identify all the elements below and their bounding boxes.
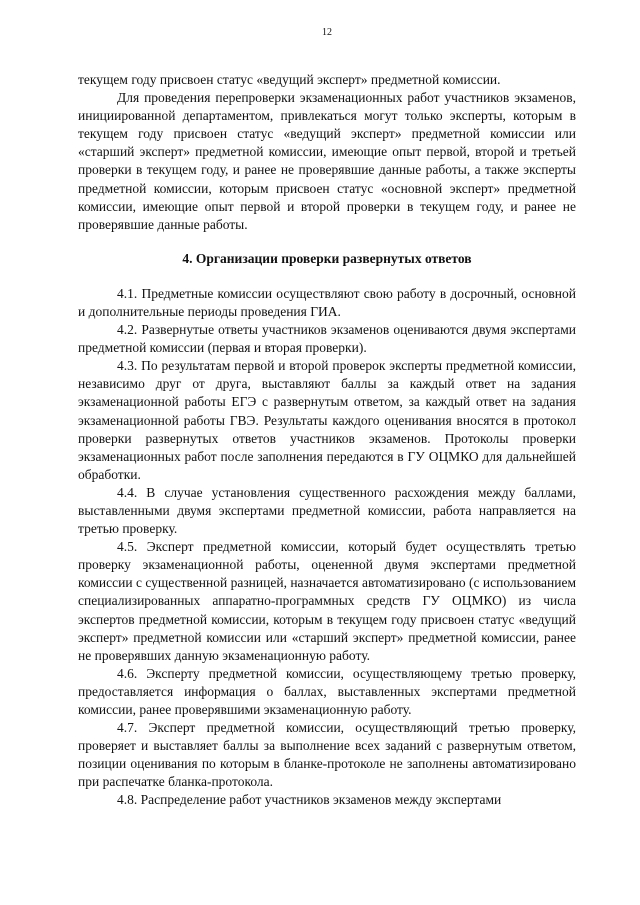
document-page: [78, 26, 576, 810]
paragraph-4-8: 4.8. Распределение работ участников экзаменов между экспертами: [117, 792, 502, 808]
paragraph-4-6: 4.6. Эксперту предметной комиссии, осуществляющему третью проверку, предоставляется информация о баллах, выставленных экспертами предметной комиссии, ранее проверявшими экзаменационную работу.: [78, 665, 576, 717]
section-heading: 4. Организации проверки развернутых ответов: [182, 250, 472, 266]
paragraph-4-5: 4.5. Эксперт предметной комиссии, который будет осуществлять третью проверку экзаменационной работы, оцененной двумя экспертами предметной комиссии с существенной разницей, назначается автоматизировано (с использованием специализированных аппаратно-программных средств ГУ ОЦМКО) из числа экспертов предметной комиссии, которым в текущем году присвоен статус «ведущий эксперт» предметной комиссии или «старший эксперт» предметной комиссии, ранее не проверявших данную экзаменационную работу.: [78, 539, 576, 663]
paragraph-continued: текущем году присвоен статус «ведущий эксперт» предметной комиссии.: [78, 72, 501, 87]
page-number: 12: [322, 27, 332, 38]
paragraph-4-7: 4.7. Эксперт предметной комиссии, осуществляющий третью проверку, проверяет и выставляет баллы за выполнение всех заданий с развернутым ответом, позиции оценивания по которым в бланке-протоколе не заполнены автоматизировано при распечатке бланка-протокола.: [78, 720, 576, 790]
paragraph-4-1: 4.1. Предметные комиссии осуществляют свою работу в досрочный, основной и дополнительные периоды проведения ГИА.: [78, 285, 576, 319]
paragraph-4-4: 4.4. В случае установления существенного расхождения между баллами, выставленными двумя экспертами предметной комиссии, работа направляется на третью проверку.: [78, 484, 576, 537]
paragraph-4-2: 4.2. Развернутые ответы участников экзаменов оцениваются двумя экспертами предметной комиссии (первая и вторая проверки).: [78, 322, 576, 356]
paragraph-4-3: 4.3. По результатам первой и второй проверок эксперты предметной комиссии, независимо друг от друга, выставляют баллы за каждый ответ на задания экзаменационной работы ЕГЭ с развернутым ответом, за каждый ответ на задания экзаменационной работы ГВЭ. Результаты каждого оценивания вносятся в протокол проверки развернутых ответов участников экзаменов. Протоколы проверки экзаменационных работ после заполнения передаются в ГУ ОЦМКО для дальнейшей обработки.: [78, 358, 576, 482]
paragraph-recheck-experts: Для проведения перепроверки экзаменационных работ участников экзаменов, инициированной департаментом, привлекаться могут только эксперты, которым в текущем году присвоен статус «ведущий эксперт» предметной комиссии или «старший эксперт» предметной комиссии, имеющие опыт первой, второй и третьей проверки в текущем году, и ранее не проверявшие данные работы, а также эксперты предметной комиссии, которым присвоен статус «основной эксперт» предметной комиссии, имеющие опыт первой и второй проверки в текущем году, и ранее не проверявшие данные работы.: [78, 90, 576, 232]
